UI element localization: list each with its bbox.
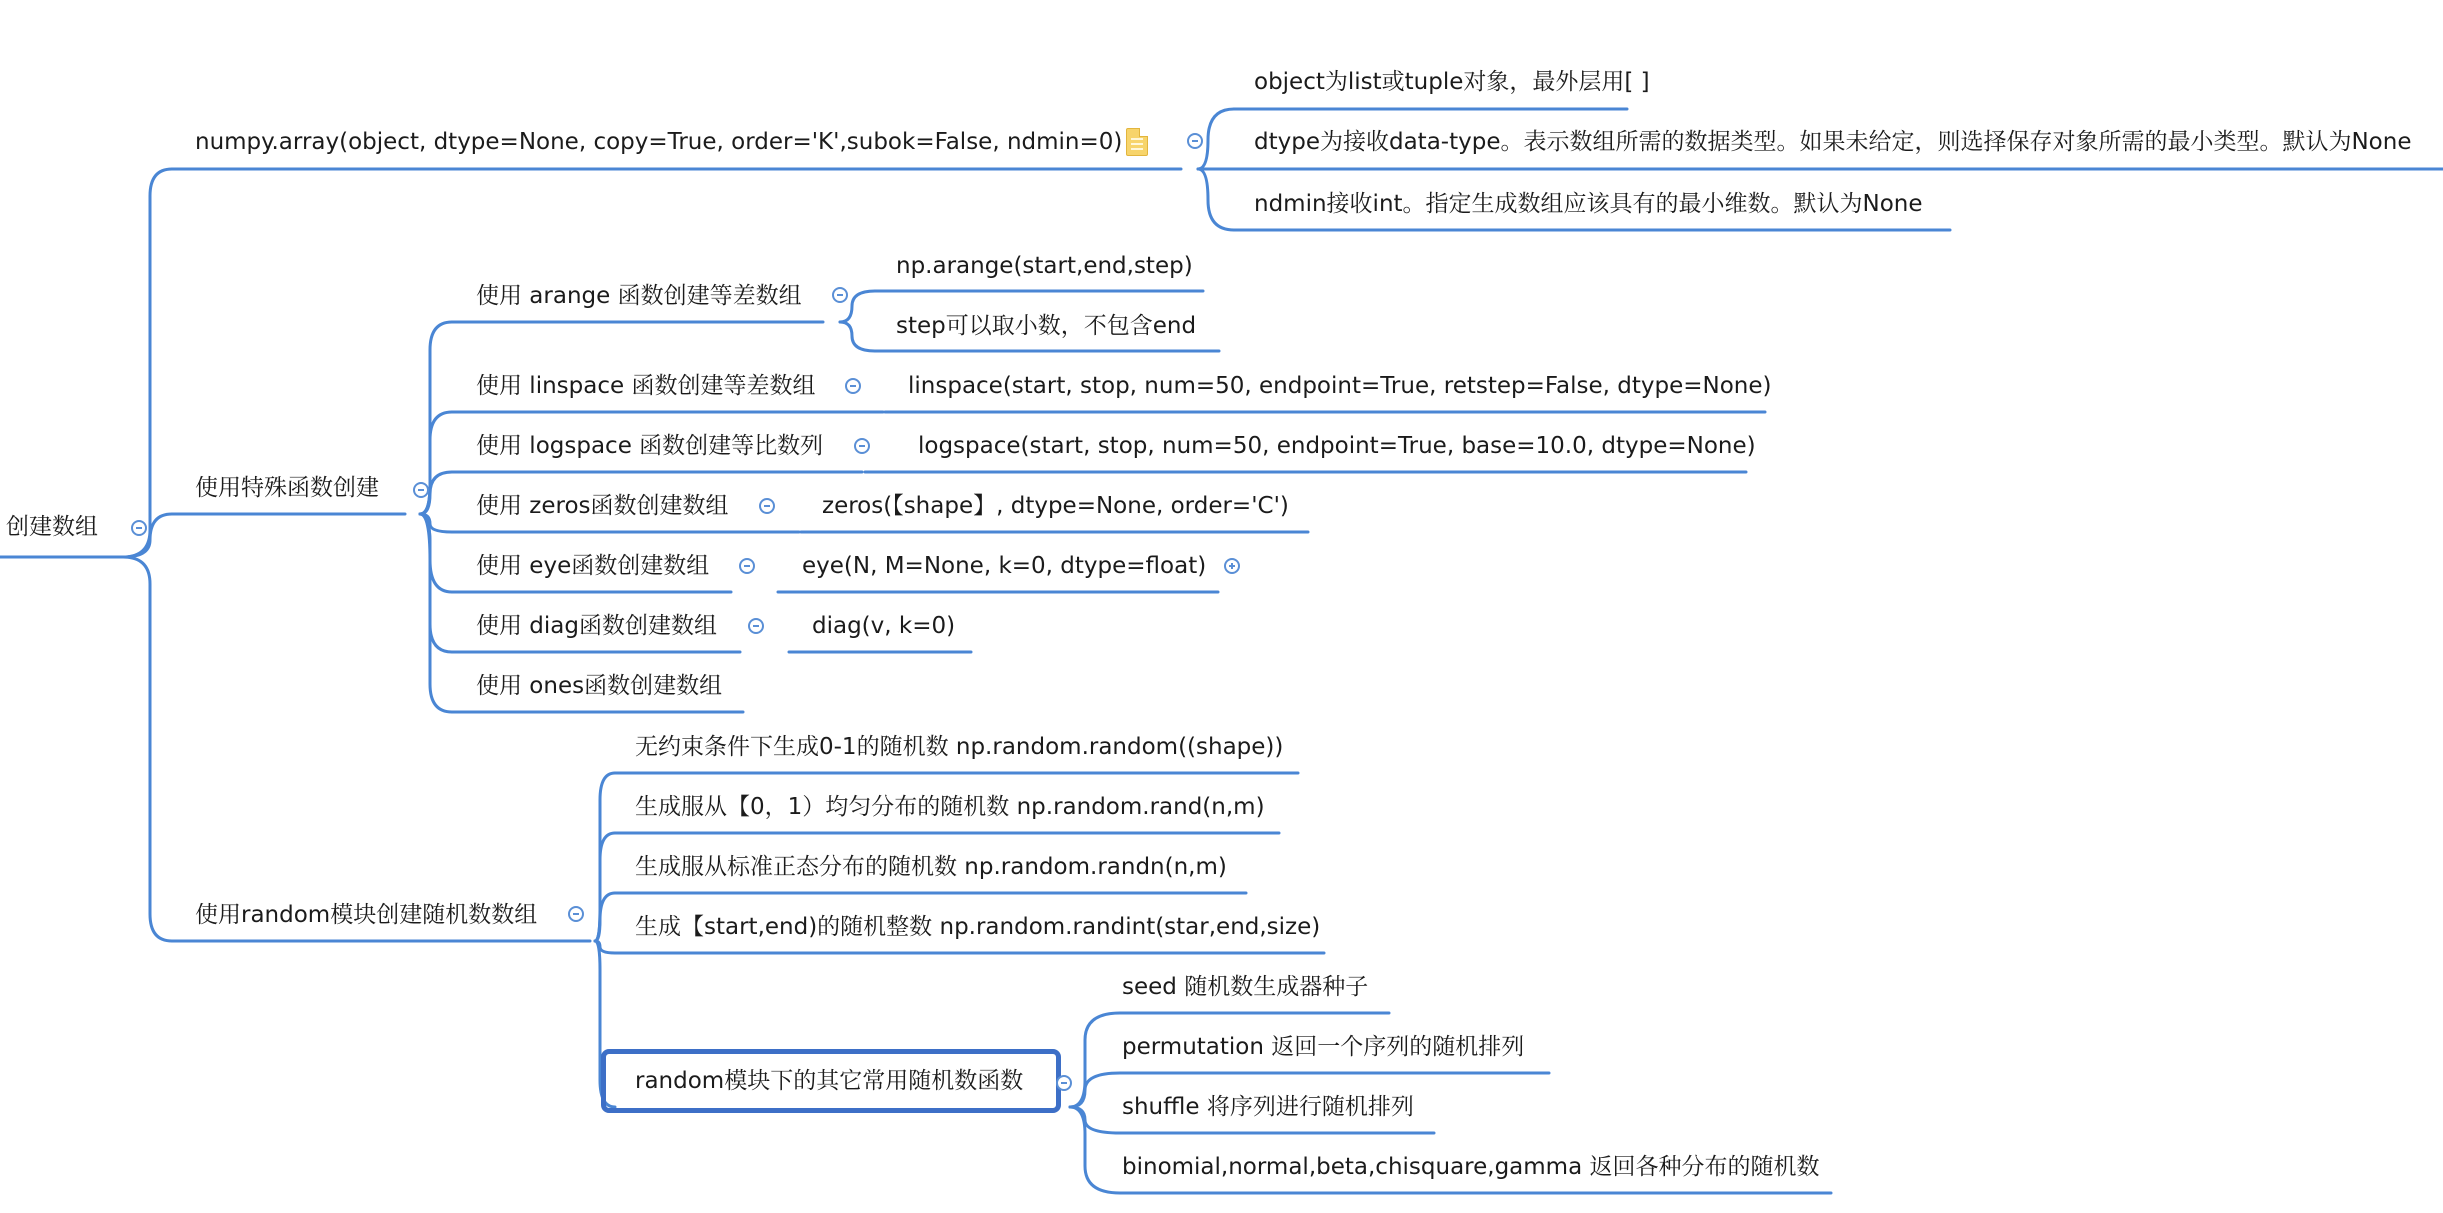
collapse-icon[interactable]: [1056, 1075, 1072, 1091]
collapse-icon[interactable]: [739, 558, 755, 574]
random-randn[interactable]: 生成服从标准正态分布的随机数 np.random.randn(n,m): [635, 854, 1227, 880]
collapse-icon[interactable]: [413, 482, 429, 498]
array-param-ndmin[interactable]: ndmin接收int。指定生成数组应该具有的最小维数。默认为None: [1254, 191, 1923, 217]
branch-special-functions[interactable]: 使用特殊函数创建: [195, 475, 379, 501]
other-shuffle[interactable]: shuffle 将序列进行随机排列: [1122, 1094, 1414, 1120]
special-ones[interactable]: 使用 ones函数创建数组: [476, 673, 723, 699]
branch-numpy-array[interactable]: numpy.array(object, dtype=None, copy=True, order='K',subok=False, ndmin=0): [195, 129, 1123, 155]
root-topic[interactable]: 创建数组: [6, 514, 98, 540]
other-seed[interactable]: seed 随机数生成器种子: [1122, 974, 1369, 1000]
collapse-icon[interactable]: [854, 438, 870, 454]
arange-signature[interactable]: np.arange(start,end,step): [896, 253, 1193, 279]
linspace-signature[interactable]: linspace(start, stop, num=50, endpoint=True, retstep=False, dtype=None): [908, 373, 1772, 399]
eye-signature[interactable]: eye(N, M=None, k=0, dtype=float): [802, 553, 1207, 579]
collapse-icon[interactable]: [748, 618, 764, 634]
collapse-icon[interactable]: [568, 906, 584, 922]
collapse-icon[interactable]: [759, 498, 775, 514]
special-logspace[interactable]: 使用 logspace 函数创建等比数列: [476, 433, 824, 459]
zeros-signature[interactable]: zeros(【shape】, dtype=None, order='C'): [822, 493, 1289, 519]
special-zeros[interactable]: 使用 zeros函数创建数组: [476, 493, 729, 519]
special-eye[interactable]: 使用 eye函数创建数组: [476, 553, 710, 579]
array-param-object[interactable]: object为list或tuple对象，最外层用[ ]: [1254, 69, 1650, 95]
special-arange[interactable]: 使用 arange 函数创建等差数组: [476, 283, 802, 309]
collapse-icon[interactable]: [845, 378, 861, 394]
diag-signature[interactable]: diag(v, k=0): [812, 613, 956, 639]
random-randint[interactable]: 生成【start,end)的随机整数 np.random.randint(star,end,size): [635, 914, 1321, 940]
random-rand[interactable]: 生成服从【0，1）均匀分布的随机数 np.random.rand(n,m): [635, 794, 1265, 820]
logspace-signature[interactable]: logspace(start, stop, num=50, endpoint=True, base=10.0, dtype=None): [918, 433, 1756, 459]
array-param-dtype[interactable]: dtype为接收data-type。表示数组所需的数据类型。如果未给定，则选择保存对象所需的最小类型。默认为None: [1254, 129, 2412, 155]
other-distributions[interactable]: binomial,normal,beta,chisquare,gamma 返回各种分布的随机数: [1122, 1154, 1820, 1180]
special-linspace[interactable]: 使用 linspace 函数创建等差数组: [476, 373, 816, 399]
note-icon[interactable]: [1126, 128, 1148, 156]
random-other-functions[interactable]: random模块下的其它常用随机数函数: [635, 1068, 1024, 1094]
collapse-icon[interactable]: [832, 287, 848, 303]
branch-random-module[interactable]: 使用random模块创建随机数数组: [195, 902, 538, 928]
arange-step-note[interactable]: step可以取小数，不包含end: [896, 313, 1197, 339]
random-random[interactable]: 无约束条件下生成0-1的随机数 np.random.random((shape)): [635, 734, 1284, 760]
collapse-icon[interactable]: [131, 520, 147, 536]
other-permutation[interactable]: permutation 返回一个序列的随机排列: [1122, 1034, 1525, 1060]
special-diag[interactable]: 使用 diag函数创建数组: [476, 613, 717, 639]
expand-icon[interactable]: [1224, 558, 1240, 574]
collapse-icon[interactable]: [1187, 133, 1203, 149]
